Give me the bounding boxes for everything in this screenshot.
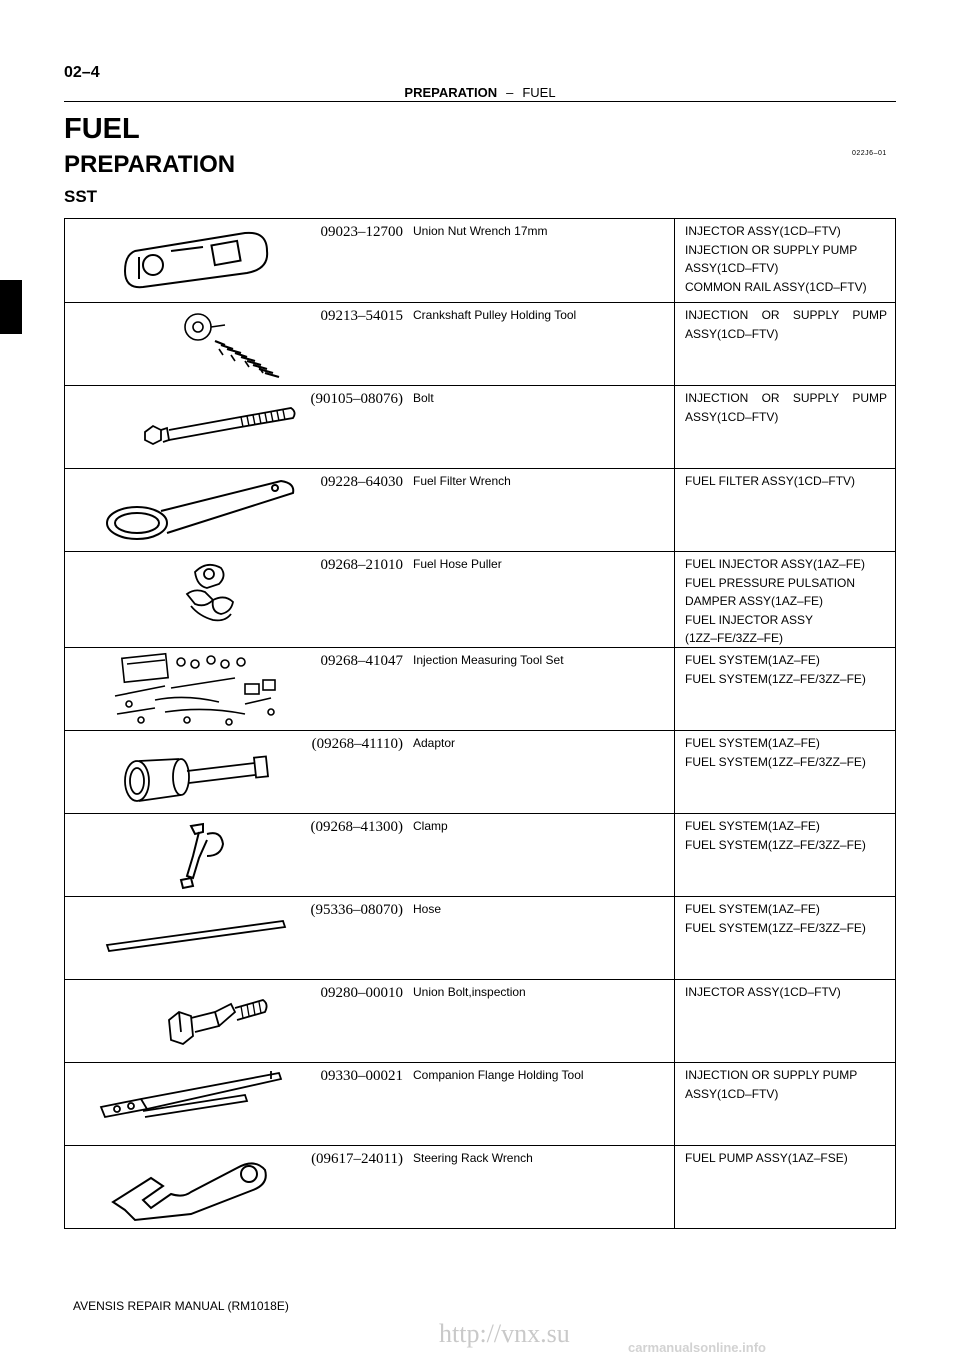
watermark: carmanualsonline.info <box>628 1340 766 1355</box>
document-code: 022J6–01 <box>852 150 887 157</box>
column-divider <box>674 980 675 1062</box>
part-number: 09228–64030 <box>320 474 403 490</box>
tool-usage <box>685 1066 887 1103</box>
tool-row <box>65 385 895 468</box>
usage-line: (1ZZ–FE/3ZZ–FE) <box>685 631 784 645</box>
part-number: (95336–08070) <box>310 902 403 918</box>
sst-label: SST <box>64 187 98 206</box>
usage-line: ASSY(1CD–FTV) <box>685 261 779 275</box>
usage-line: DAMPER ASSY(1AZ–FE) <box>685 594 824 608</box>
footer-link[interactable]: http://vnx.su <box>439 1319 570 1348</box>
column-divider <box>674 731 675 813</box>
tool-name: Adaptor <box>413 736 456 750</box>
usage-line: INJECTION OR SUPPLY PUMP <box>685 242 858 257</box>
tool-row <box>65 896 895 979</box>
usage-line: ASSY(1CD–FTV) <box>685 326 779 341</box>
usage-line: ASSY(1CD–FTV) <box>685 1086 779 1101</box>
tool-row <box>65 551 895 647</box>
tool-name: Bolt <box>413 391 434 405</box>
usage-line: FUEL PRESSURE PULSATION <box>685 575 856 590</box>
page-number: 02–4 <box>64 64 100 81</box>
part-number: 09330–00021 <box>320 1068 403 1084</box>
tool-name: Crankshaft Pulley Holding Tool <box>413 308 577 322</box>
usage-line: FUEL PUMP ASSY(1AZ–FSE) <box>685 1151 848 1165</box>
part-number: (09268–41300) <box>310 819 403 835</box>
column-divider <box>674 814 675 896</box>
tool-name: Companion Flange Holding Tool <box>413 1068 584 1082</box>
running-header-subsection: FUEL <box>522 85 556 100</box>
subsection-title: PREPARATION <box>64 151 236 178</box>
tool-name: Steering Rack Wrench <box>413 1151 533 1165</box>
tool-usage <box>685 1149 887 1168</box>
column-divider <box>674 386 675 468</box>
column-divider <box>674 219 675 302</box>
column-divider <box>674 552 675 647</box>
column-divider <box>674 648 675 730</box>
usage-line: FUEL SYSTEM(1AZ–FE) <box>685 902 820 916</box>
usage-line: FUEL SYSTEM(1ZZ–FE/3ZZ–FE) <box>685 837 866 852</box>
part-number: 09213–54015 <box>320 308 403 324</box>
part-number: 09268–21010 <box>320 557 403 573</box>
tool-name: Clamp <box>413 819 448 833</box>
tool-row <box>65 219 895 302</box>
tool-usage <box>685 222 887 296</box>
header-rule <box>64 101 896 102</box>
tool-usage <box>685 651 887 688</box>
tool-usage <box>685 389 887 426</box>
usage-line: ASSY(1CD–FTV) <box>685 409 779 424</box>
section-title: FUEL <box>64 113 140 145</box>
tool-usage <box>685 900 887 937</box>
tool-name: Fuel Hose Puller <box>413 557 502 571</box>
part-number: (09268–41110) <box>311 736 403 752</box>
part-number: 09268–41047 <box>320 653 403 669</box>
running-header-separator: – <box>506 85 514 100</box>
tool-name: Union Nut Wrench 17mm <box>413 224 548 238</box>
usage-line: FUEL SYSTEM(1ZZ–FE/3ZZ–FE) <box>685 920 866 935</box>
tool-row <box>65 730 895 813</box>
usage-line: INJECTION OR SUPPLY PUMP <box>685 391 887 405</box>
tool-name: Union Bolt,inspection <box>413 985 526 999</box>
tool-usage <box>685 734 887 771</box>
usage-line: COMMON RAIL ASSY(1CD–FTV) <box>685 279 867 294</box>
column-divider <box>674 897 675 979</box>
part-number: 09023–12700 <box>320 224 403 240</box>
usage-line: FUEL INJECTOR ASSY <box>685 612 814 627</box>
tool-usage <box>685 472 887 491</box>
usage-line: FUEL FILTER ASSY(1CD–FTV) <box>685 474 856 488</box>
usage-line: INJECTOR ASSY(1CD–FTV) <box>685 224 841 238</box>
usage-line: FUEL INJECTOR ASSY(1AZ–FE) <box>685 557 866 571</box>
running-header <box>0 85 960 100</box>
tool-row <box>65 1062 895 1145</box>
column-divider <box>674 303 675 385</box>
tool-row <box>65 302 895 385</box>
tool-row <box>65 813 895 896</box>
part-number: (09617–24011) <box>311 1151 403 1167</box>
tool-usage <box>685 817 887 854</box>
tool-name: Fuel Filter Wrench <box>413 474 511 488</box>
usage-line: FUEL SYSTEM(1AZ–FE) <box>685 736 820 750</box>
tool-name: Injection Measuring Tool Set <box>413 653 564 667</box>
column-divider <box>674 469 675 551</box>
usage-line: INJECTION OR SUPPLY PUMP <box>685 308 887 322</box>
tool-name: Hose <box>413 902 442 916</box>
usage-line: FUEL SYSTEM(1AZ–FE) <box>685 819 820 833</box>
column-divider <box>674 1146 675 1228</box>
running-header-section: PREPARATION <box>404 85 498 100</box>
chapter-tab-marker <box>0 280 22 334</box>
usage-line: INJECTOR ASSY(1CD–FTV) <box>685 985 841 999</box>
tool-usage <box>685 306 887 343</box>
tool-row <box>65 1145 895 1228</box>
usage-line: FUEL SYSTEM(1ZZ–FE/3ZZ–FE) <box>685 671 866 686</box>
tool-row <box>65 647 895 730</box>
column-divider <box>674 1063 675 1145</box>
part-number: (90105–08076) <box>310 391 403 407</box>
footer-manual-title: AVENSIS REPAIR MANUAL (RM1018E) <box>73 1299 289 1313</box>
tool-row <box>65 979 895 1062</box>
tool-usage <box>685 555 887 648</box>
sst-table <box>64 218 896 1229</box>
part-number: 09280–00010 <box>320 985 403 1001</box>
tool-row <box>65 468 895 551</box>
usage-line: FUEL SYSTEM(1AZ–FE) <box>685 653 820 667</box>
usage-line: FUEL SYSTEM(1ZZ–FE/3ZZ–FE) <box>685 754 866 769</box>
tool-usage <box>685 983 887 1002</box>
usage-line: INJECTION OR SUPPLY PUMP <box>685 1068 858 1082</box>
